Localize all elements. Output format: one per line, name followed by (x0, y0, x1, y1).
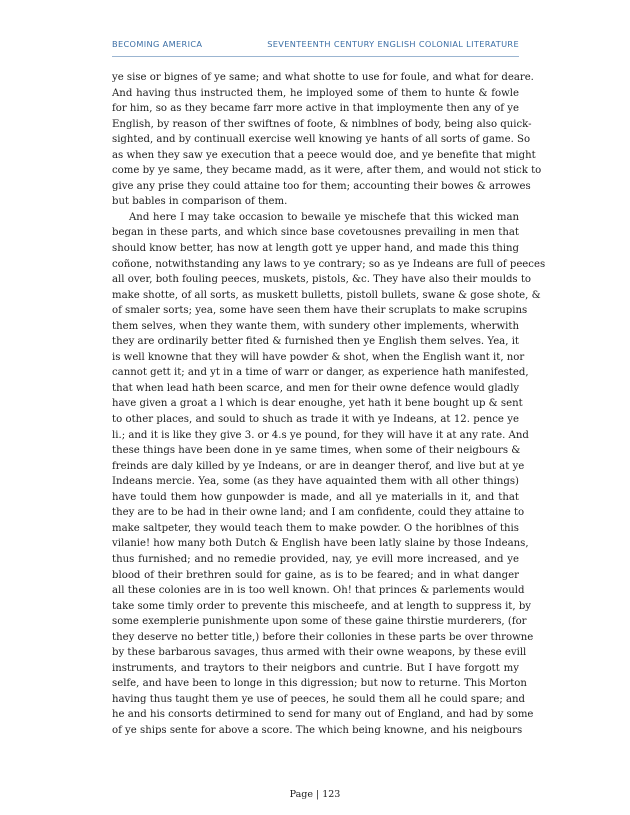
page-number: 123 (322, 789, 341, 800)
page-separator: | (316, 789, 320, 800)
text-line: sighted, and by continuall exercise well knowing ye hants of all sorts of game. So (112, 134, 531, 146)
text-line: is well knowne that they will have powder & shot, when the English want it, nor (112, 351, 525, 363)
text-line: should know better, has now at length gott ye upper hand, and made this thing (112, 243, 519, 255)
text-line: that when lead hath been scarce, and men for their owne defence would gladly (112, 382, 520, 394)
text-line: of smaler sorts; yea, some have seen them have their scruplats to make scrupins (112, 305, 528, 317)
text-line: make saltpeter, they would teach them to make powder. O the horiblnes of this (112, 522, 519, 534)
text-line: they are to be had in their owne land; and I am confidente, could they attaine to (112, 507, 525, 519)
text-line: Indeans mercie. Yea, some (as they have aquainted them with all other things) (112, 476, 519, 488)
text-line: for him, so as they became farr more active in that imploymente then any of ye (112, 103, 519, 115)
text-line: li.; and it is like they give 3. or 4.s ye pound, for they will have it at any rate. And (112, 429, 529, 441)
header-book-title: BECOMING AMERICA (112, 39, 203, 49)
text-line: all over, both fouling peeces, muskets, pistols, &c. They have also their moulds to (112, 274, 531, 286)
text-line: And here I may take occasion to bewaile ye mischefe that this wicked man (129, 211, 519, 223)
text-line: English, by reason of ther swiftnes of foote, & nimblnes of body, being also quick- (112, 118, 532, 130)
text-line: freinds are daly killed by ye Indeans, or are in deanger therof, and live but at ye (112, 460, 525, 472)
text-line: And having thus instructed them, he imployed some of them to hunte & fowle (112, 87, 519, 99)
text-line: began in these parts, and which since base covetousnes prevailing in men that (112, 227, 519, 239)
text-line: they are ordinarily better fited & furnished then ye English them selves. Yea, it (112, 336, 519, 348)
header-rule (112, 56, 519, 57)
paragraph-2 (112, 210, 546, 739)
text-line: instruments, and traytors to their neigbors and cuntrie. But I have forgott my (112, 662, 519, 674)
text-line: they deserve no better title,) before their collonies in these parts be over throwne (112, 631, 534, 643)
page-footer (0, 789, 630, 800)
text-line: have given a groat a l which is dear enoughe, yet hath it bene bought up & sent (112, 398, 523, 410)
text-line: he and his consorts detirmined to send for many out of England, and had by some (112, 709, 534, 721)
text-line: of ye ships sente for above a score. The which being knowne, and his neigbours (112, 724, 523, 736)
text-line: give any prise they could attaine too for them; accounting their bowes & arrowes (112, 180, 531, 192)
text-line: make shotte, of all sorts, as muskett bulletts, pistoll bullets, swane & gose shote, & (112, 289, 541, 301)
page-label: Page (289, 789, 313, 800)
paragraph-1 (112, 70, 542, 210)
text-line: these things have been done in ye same times, when some of their neigbours & (112, 445, 521, 457)
text-line: some exemplerie punishmente upon some of these gaine thirstie murderers, (for (112, 616, 527, 628)
text-line: selfe, and have been to longe in this digression; but now to returne. This Morton (112, 678, 527, 690)
header-section-title: SEVENTEENTH CENTURY ENGLISH COLONIAL LITERATURE (267, 39, 519, 49)
text-line: by these barbarous savages, thus armed with their owne weapons, by these evill (112, 647, 527, 659)
text-line: all these colonies are in is too well known. Oh! that princes & parlements would (112, 585, 525, 597)
body-text (112, 70, 546, 739)
text-line: coñone, notwithstanding any laws to ye contrary; so as ye Indeans are full of peeces (112, 258, 546, 270)
text-line: them selves, when they wante them, with sundery other implements, wherwith (112, 320, 519, 332)
text-line: having thus taught them ye use of peeces, he sould them all he could spare; and (112, 693, 526, 705)
text-line: come by ye same, they became madd, as it were, after them, and would not stick to (112, 165, 542, 177)
text-line: to other places, and sould to shuch as trade it with ye Indeans, at 12. pence ye (112, 414, 519, 426)
text-line: but bables in comparison of them. (112, 196, 288, 208)
text-line: cannot gett it; and yt in a time of warr or danger, as experience hath manifested, (112, 367, 529, 379)
text-line: as when they saw ye execution that a peece would doe, and ye benefite that might (112, 149, 536, 161)
text-line: thus furnished; and no remedie provided, nay, ye evill more increased, and ye (112, 553, 519, 565)
text-line: have tould them how gunpowder is made, and all ye materialls in it, and that (112, 491, 519, 503)
text-line: blood of their brethren sould for gaine, as is to be feared; and in what danger (112, 569, 519, 581)
text-line: take some timly order to prevente this mischeefe, and at length to suppress it, by (112, 600, 532, 612)
text-line: vilanie! how many both Dutch & English have been latly slaine by those Indeans, (112, 538, 529, 550)
text-line: ye sise or bignes of ye same; and what shotte to use for foule, and what for deare. (112, 72, 534, 83)
running-header (112, 39, 519, 49)
